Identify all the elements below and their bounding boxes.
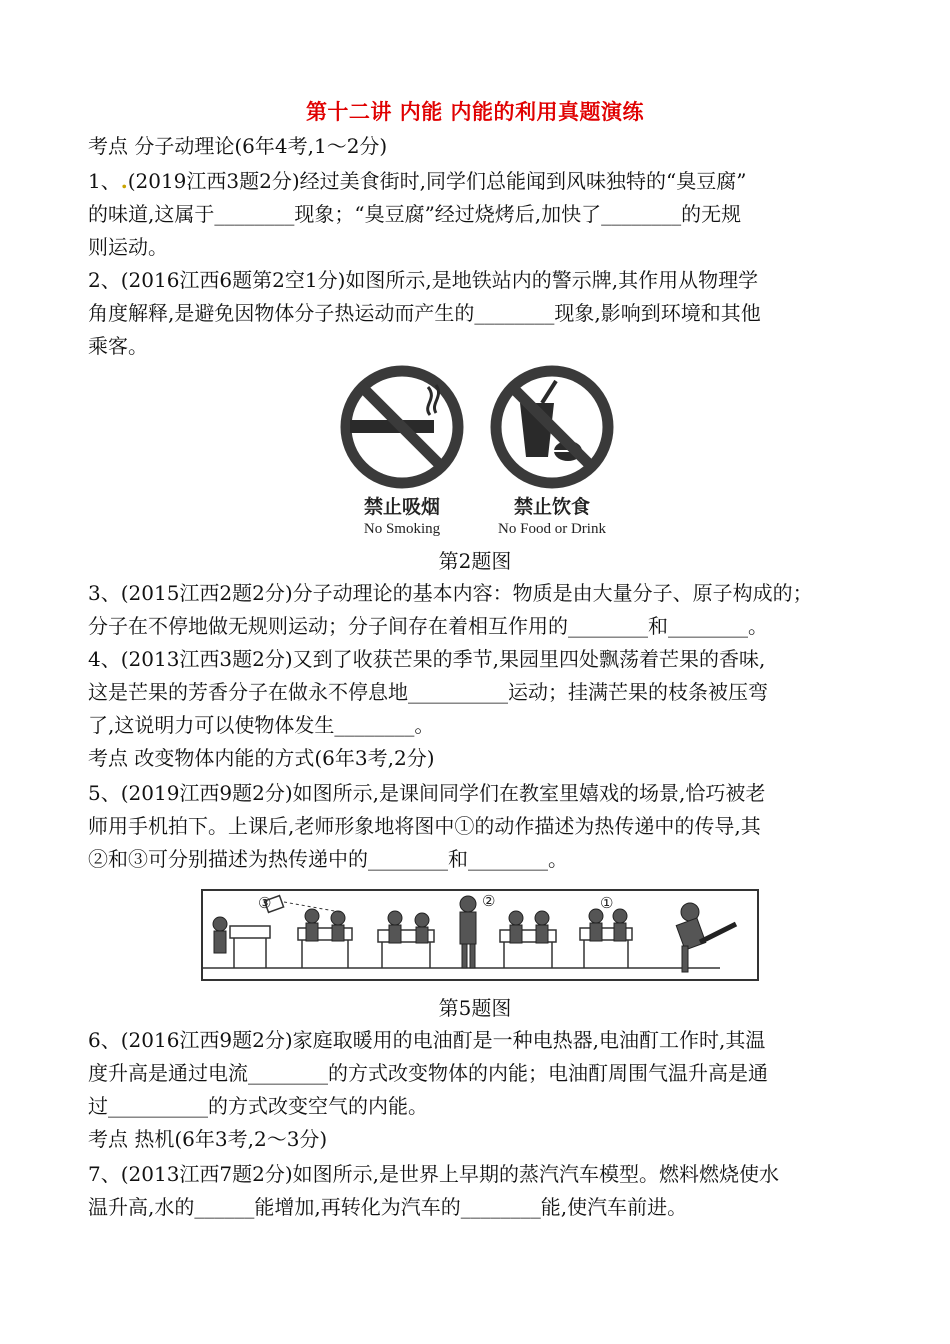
question-5-line-1: 5、(2019江西9题2分)如图所示,是课间同学们在教室里嬉戏的场景,恰巧被老: [88, 781, 766, 805]
question-4-line-1: 4、(2013江西3题2分)又到了收获芒果的季节,果园里四处飘荡着芒果的香味,: [88, 647, 766, 671]
question-1-line-1: [88, 168, 746, 194]
question-2-line-1: 2、(2016江西6题第2空1分)如图所示,是地铁站内的警示牌,其作用从物理学: [88, 268, 759, 292]
sign-2-label-cn: 禁止饮食: [513, 496, 591, 518]
figure-5-mark-3: ③: [258, 894, 272, 912]
question-6-line-2: 度升高是通过电流________的方式改变物体的内能；电油酊周围气温升高是通: [88, 1061, 768, 1085]
question-6-line-3: 过__________的方式改变空气的内能。: [88, 1094, 428, 1118]
question-4-line-3: 了,这说明力可以使物体发生________。: [88, 713, 435, 737]
question-2-line-3: 乘客。: [88, 334, 148, 358]
page-title: 第十二讲 内能 内能的利用真题演练: [305, 100, 645, 124]
section-heading-molecular-theory: 考点 分子动理论(6年4考,1～2分): [88, 134, 388, 158]
section-heading-heat-engine: 考点 热机(6年3考,2～3分): [88, 1127, 328, 1151]
question-1-line-2: 的味道,这属于________现象；“臭豆腐”经过烧烤后,加快了________的无规: [88, 202, 742, 226]
sign-1-label-en: No Smoking: [363, 521, 441, 537]
question-3-line-2: 分子在不停地做无规则运动；分子间存在着相互作用的________和________。: [88, 614, 768, 638]
question-6-line-1: 6、(2016江西9题2分)家庭取暖用的电油酊是一种电热器,电油酊工作时,其温: [88, 1028, 766, 1052]
figure-5-mark-2: ②: [482, 892, 496, 910]
question-5-line-2: 师用手机拍下。上课后,老师形象地将图中①的动作描述为热传递中的传导,其: [88, 814, 761, 838]
question-5-line-3: ②和③可分别描述为热传递中的________和________。: [88, 847, 568, 871]
question-7-line-1: 7、(2013江西7题2分)如图所示,是世界上早期的蒸汽汽车模型。燃料燃烧使水: [88, 1162, 780, 1186]
question-4-line-2: 这是芒果的芳香分子在做永不停息地__________运动；挂满芒果的枝条被压弯: [88, 680, 768, 704]
figure-2-caption: 第2题图: [438, 549, 512, 573]
figure-5-classroom-scene: [200, 884, 760, 984]
question-7-line-2: 温升高,水的______能增加,再转化为汽车的________能,使汽车前进。: [88, 1195, 688, 1219]
figure-5-caption: 第5题图: [438, 996, 512, 1020]
no-food-drink-sign-icon: [496, 371, 608, 483]
figure-5-mark-1: ①: [600, 894, 614, 912]
question-2-line-2: 角度解释,是避免因物体分子热运动而产生的________现象,影响到环境和其他: [88, 301, 761, 325]
no-smoking-sign-icon: [346, 371, 458, 483]
section-heading-internal-energy: 考点 改变物体内能的方式(6年3考,2分): [88, 746, 435, 770]
figure-2-warning-signs: [330, 365, 625, 540]
q1-text: (2019江西3题2分)经过美食街时,同学们总能闻到风味独特的“臭豆腐”: [127, 169, 747, 193]
question-3-line-1: 3、(2015江西2题2分)分子动理论的基本内容：物质是由大量分子、原子构成的；: [88, 581, 813, 605]
sign-1-label-cn: 禁止吸烟: [363, 496, 441, 518]
q1-number: 1、: [88, 169, 121, 193]
q1-mark-dot: .: [120, 169, 128, 193]
sign-2-label-en: No Food or Drink: [498, 521, 606, 537]
question-1-line-3: 则运动。: [88, 235, 168, 259]
